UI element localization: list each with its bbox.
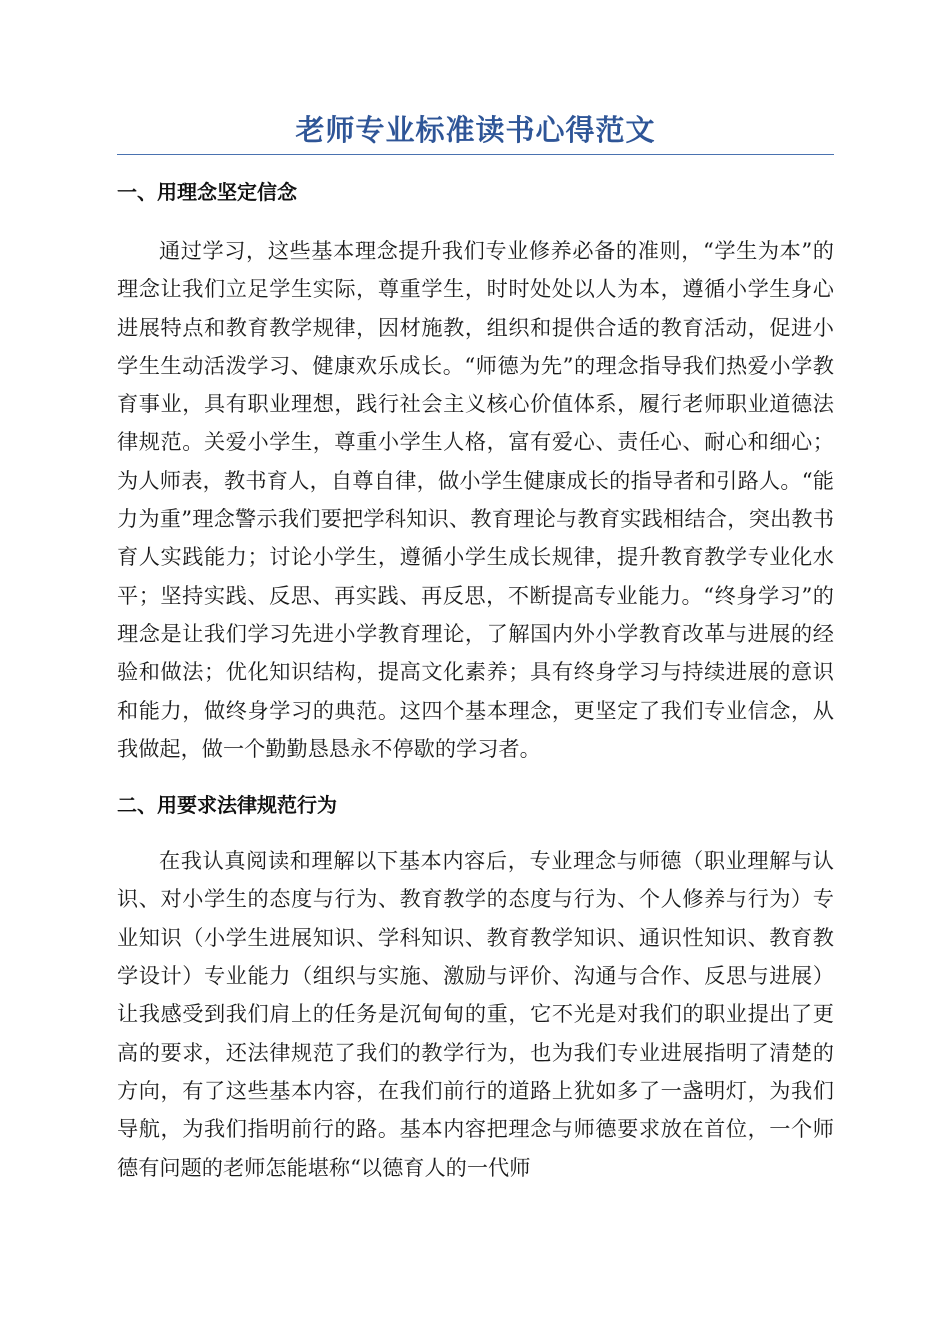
document-title: 老师专业标准读书心得范文 xyxy=(295,113,656,147)
title-underline xyxy=(117,154,834,155)
section-heading-2: 二、用要求法律规范行为 xyxy=(117,793,337,818)
section-paragraph-1: 通过学习，这些基本理念提升我们专业修养必备的准则，“学生为本”的理念让我们立足学生实际，尊重学生，时时处处以人为本，遵循小学生身心进展特点和教育教学规律，因材施教，组织和提供合适的教育活动，促进小学生生动活泼学习、健康欢乐成长。“师德为先”的理念指导我们热爱小学教育事业，具有职业理想，践行社会主义核心价值体系，履行老师职业道德法律规范。关爱小学生，尊重小学生人格，富有爱心、责任心、耐心和细心；为人师表，教书育人，自尊自律，做小学生健康成长的指导者和引路人。“能力为重”理念警示我们要把学科知识、教育理论与教育实践相结合，突出教书育人实践能力；讨论小学生，遵循小学生成长规律，提升教育教学专业化水平；坚持实践、反思、再实践、再反思，不断提高专业能力。“终身学习”的理念是让我们学习先进小学教育理论，了解国内外小学教育改革与进展的经验和做法；优化知识结构，提高文化素养；具有终身学习与持续进展的意识和能力，做终身学习的典范。这四个基本理念，更坚定了我们专业信念，从我做起，做一个勤勤恳恳永不停歇的学习者。 xyxy=(117,238,834,761)
section-paragraph-2: 在我认真阅读和理解以下基本内容后，专业理念与师德（职业理解与认识、对小学生的态度与行为、教育教学的态度与行为、个人修养与行为）专业知识（小学生进展知识、学科知识、教育教学知识、通识性知识、教育教学设计）专业能力（组织与实施、激励与评价、沟通与合作、反思与进展）让我感受到我们肩上的任务是沉甸甸的重，它不光是对我们的职业提出了更高的要求，还法律规范了我们的教学行为，也为我们专业进展指明了清楚的方向，有了这些基本内容，在我们前行的道路上犹如多了一盏明灯，为我们导航，为我们指明前行的路。基本内容把理念与师德要求放在首位，一个师德有问题的老师怎能堪称“以德育人的一代师 xyxy=(117,848,834,1180)
document-page xyxy=(117,108,834,1187)
section-heading-1: 一、用理念坚定信念 xyxy=(117,180,297,204)
